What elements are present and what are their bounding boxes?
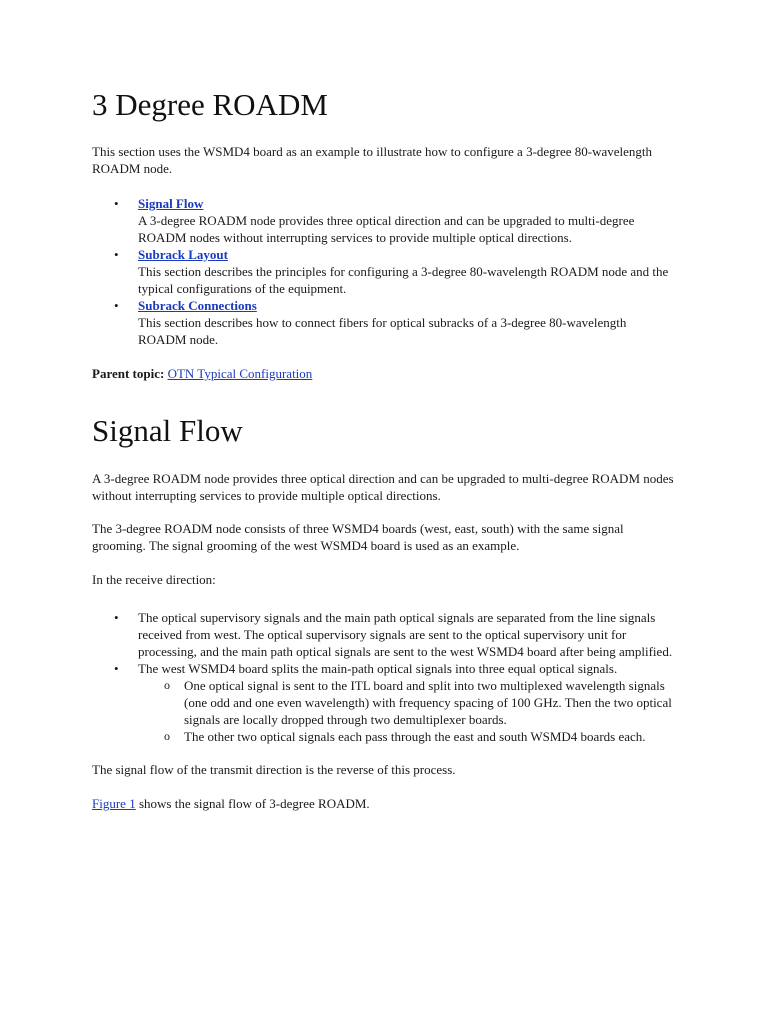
parent-topic-link[interactable]: OTN Typical Configuration [167,366,313,381]
list-item-description: This section describes the principles for configuring a 3-degree 80-wavelength ROADM node and the typical configurations of the equipment. [138,264,669,296]
signal-flow-link[interactable]: Signal Flow [138,196,204,211]
sub-list [138,677,676,745]
topic-list [92,195,676,348]
section-paragraph: The 3-degree ROADM node consists of three WSMD4 boards (west, east, south) with the same signal grooming. The signal grooming of the west WSMD4 board is used as an example. [92,521,624,553]
bullet-icon: • [114,247,119,262]
sub-list-item-text: One optical signal is sent to the ITL board and split into two multiplexed wavelength signals (one odd and one even wavelength) with frequency spacing of 100 GHz. Then the two optical signals are locally dropped through two demultiplexer boards. [184,678,672,727]
list-item [114,297,676,348]
list-item-text: The west WSMD4 board splits the main-path optical signals into three equal optical signals. [138,661,618,676]
list-item [114,246,676,297]
parent-topic [92,365,676,382]
list-item-description: A 3-degree ROADM node provides three optical direction and can be upgraded to multi-degree ROADM nodes without interrupting services to provide multiple optical directions. [138,213,635,245]
list-item [114,660,676,745]
intro-paragraph: This section uses the WSMD4 board as an example to illustrate how to configure a 3-degree 80-wavelength ROADM node. [92,144,653,176]
page-title: 3 Degree ROADM [92,87,328,122]
receive-direction-heading: In the receive direction: [92,572,216,587]
list-item [114,195,676,246]
figure-link[interactable]: Figure 1 [92,796,136,811]
bullet-icon: • [114,196,119,211]
bullet-icon: • [114,610,119,625]
subrack-connections-link[interactable]: Subrack Connections [138,298,257,313]
figure-reference [92,795,676,812]
bullet-icon: • [114,661,119,676]
sub-list-item [164,677,676,728]
circle-bullet-icon: o [164,729,170,743]
section-paragraph: A 3-degree ROADM node provides three optical direction and can be upgraded to multi-degree ROADM nodes without interrupting services to provide multiple optical directions. [92,471,674,503]
subrack-layout-link[interactable]: Subrack Layout [138,247,228,262]
section-title: Signal Flow [92,413,243,448]
sub-list-item-text: The other two optical signals each pass through the east and south WSMD4 boards each. [184,729,646,744]
figure-reference-text: shows the signal flow of 3-degree ROADM. [135,796,370,811]
list-item [114,609,676,660]
sub-list-item [164,728,676,745]
section-paragraph: The signal flow of the transmit direction is the reverse of this process. [92,762,456,777]
list-item-text: The optical supervisory signals and the main path optical signals are separated from the line signals received from west. The optical supervisory signals are sent to the optical supervisory unit for processing, and the main path optical signals are sent to the west WSMD4 board after being amplified. [138,610,673,659]
list-item-description: This section describes how to connect fibers for optical subracks of a 3-degree 80-wavelength ROADM node. [138,315,627,347]
circle-bullet-icon: o [164,678,170,692]
parent-topic-label: Parent topic: [92,366,165,381]
receive-list [92,609,676,745]
bullet-icon: • [114,298,119,313]
